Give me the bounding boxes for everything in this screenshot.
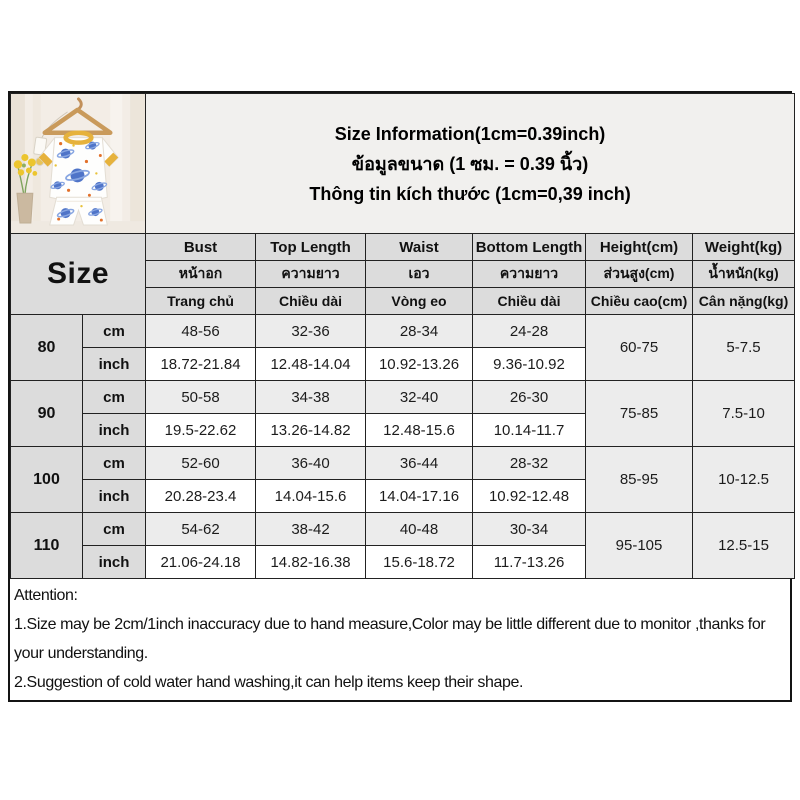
size-100-bust-cm: 52-60 bbox=[146, 447, 256, 480]
size-90-bust-cm: 50-58 bbox=[146, 381, 256, 414]
header-waist-th: เอว bbox=[366, 261, 473, 288]
size-80-bust-inch: 18.72-21.84 bbox=[146, 348, 256, 381]
header-waist-en: Waist bbox=[366, 234, 473, 261]
header-height-vi: Chiều cao(cm) bbox=[586, 288, 693, 315]
size-110-weight: 12.5-15 bbox=[693, 513, 795, 579]
size-110-height: 95-105 bbox=[586, 513, 693, 579]
size-100-unit-cm: cm bbox=[83, 447, 146, 480]
attention-note-2: 2.Suggestion of cold water hand washing,it can help items keep their shape. bbox=[14, 674, 524, 691]
attention-heading: Attention: bbox=[14, 587, 78, 604]
size-90-bottom-length-cm: 26-30 bbox=[473, 381, 586, 414]
size-90-top-length-cm: 34-38 bbox=[256, 381, 366, 414]
header-bust-en: Bust bbox=[146, 234, 256, 261]
header-top-length-en: Top Length bbox=[256, 234, 366, 261]
size-80-unit-cm: cm bbox=[83, 315, 146, 348]
header-bottom-length-th: ความยาว bbox=[473, 261, 586, 288]
size-90-weight: 7.5-10 bbox=[693, 381, 795, 447]
size-100-bottom-length-inch: 10.92-12.48 bbox=[473, 480, 586, 513]
size-90-bottom-length-inch: 10.14-11.7 bbox=[473, 414, 586, 447]
title-thai: ข้อมูลขนาด (1 ซม. = 0.39 นิ้ว) bbox=[351, 153, 589, 174]
size-110-unit-cm: cm bbox=[83, 513, 146, 546]
size-90-bust-inch: 19.5-22.62 bbox=[146, 414, 256, 447]
size-90-unit-inch: inch bbox=[83, 414, 146, 447]
header-top-length-vi: Chiều dài bbox=[256, 288, 366, 315]
size-100-top-length-cm: 36-40 bbox=[256, 447, 366, 480]
header-top-length-th: ความยาว bbox=[256, 261, 366, 288]
header-bottom-length-en: Bottom Length bbox=[473, 234, 586, 261]
size-80-label: 80 bbox=[11, 315, 83, 381]
header-height-en: Height(cm) bbox=[586, 234, 693, 261]
size-110-top-length-inch: 14.82-16.38 bbox=[256, 546, 366, 579]
size-110-label: 110 bbox=[11, 513, 83, 579]
size-100-waist-cm: 36-44 bbox=[366, 447, 473, 480]
header-weight-vi: Cân nặng(kg) bbox=[693, 288, 795, 315]
size-110-waist-inch: 15.6-18.72 bbox=[366, 546, 473, 579]
header-waist-vi: Vòng eo bbox=[366, 288, 473, 315]
product-photo-cell bbox=[11, 94, 146, 234]
attention-notes bbox=[10, 579, 790, 700]
size-info-title-cell bbox=[146, 94, 795, 234]
product-photo bbox=[11, 94, 145, 233]
header-bust-vi: Trang chủ bbox=[146, 288, 256, 315]
size-90-height: 75-85 bbox=[586, 381, 693, 447]
size-100-unit-inch: inch bbox=[83, 480, 146, 513]
size-table bbox=[10, 93, 795, 579]
size-110-bottom-length-cm: 30-34 bbox=[473, 513, 586, 546]
attention-note-1: 1.Size may be 2cm/1inch inaccuracy due to hand measure,Color may be little different due to monitor ,thanks for your understanding. bbox=[14, 616, 766, 662]
size-80-top-length-inch: 12.48-14.04 bbox=[256, 348, 366, 381]
size-90-waist-inch: 12.48-15.6 bbox=[366, 414, 473, 447]
size-110-unit-inch: inch bbox=[83, 546, 146, 579]
size-100-waist-inch: 14.04-17.16 bbox=[366, 480, 473, 513]
size-90-waist-cm: 32-40 bbox=[366, 381, 473, 414]
size-80-waist-cm: 28-34 bbox=[366, 315, 473, 348]
size-80-waist-inch: 10.92-13.26 bbox=[366, 348, 473, 381]
size-80-weight: 5-7.5 bbox=[693, 315, 795, 381]
size-100-height: 85-95 bbox=[586, 447, 693, 513]
header-weight-en: Weight(kg) bbox=[693, 234, 795, 261]
size-90-unit-cm: cm bbox=[83, 381, 146, 414]
size-110-bottom-length-inch: 11.7-13.26 bbox=[473, 546, 586, 579]
size-110-bust-cm: 54-62 bbox=[146, 513, 256, 546]
size-100-weight: 10-12.5 bbox=[693, 447, 795, 513]
header-bust-th: หน้าอก bbox=[146, 261, 256, 288]
size-90-top-length-inch: 13.26-14.82 bbox=[256, 414, 366, 447]
size-chart-sheet bbox=[8, 91, 792, 702]
size-80-height: 60-75 bbox=[586, 315, 693, 381]
size-80-unit-inch: inch bbox=[83, 348, 146, 381]
size-110-bust-inch: 21.06-24.18 bbox=[146, 546, 256, 579]
size-110-top-length-cm: 38-42 bbox=[256, 513, 366, 546]
size-80-bottom-length-inch: 9.36-10.92 bbox=[473, 348, 586, 381]
size-100-bust-inch: 20.28-23.4 bbox=[146, 480, 256, 513]
size-80-top-length-cm: 32-36 bbox=[256, 315, 366, 348]
size-80-bottom-length-cm: 24-28 bbox=[473, 315, 586, 348]
header-height-th: ส่วนสูง(cm) bbox=[586, 261, 693, 288]
size-110-waist-cm: 40-48 bbox=[366, 513, 473, 546]
title-english: Size Information(1cm=0.39inch) bbox=[334, 123, 606, 144]
size-100-bottom-length-cm: 28-32 bbox=[473, 447, 586, 480]
size-column-header: Size bbox=[11, 234, 146, 315]
size-100-top-length-inch: 14.04-15.6 bbox=[256, 480, 366, 513]
header-weight-th: น้ำหนัก(kg) bbox=[693, 261, 795, 288]
size-100-label: 100 bbox=[11, 447, 83, 513]
header-bottom-length-vi: Chiều dài bbox=[473, 288, 586, 315]
size-80-bust-cm: 48-56 bbox=[146, 315, 256, 348]
title-vietnamese: Thông tin kích thước (1cm=0,39 inch) bbox=[309, 183, 631, 204]
size-90-label: 90 bbox=[11, 381, 83, 447]
